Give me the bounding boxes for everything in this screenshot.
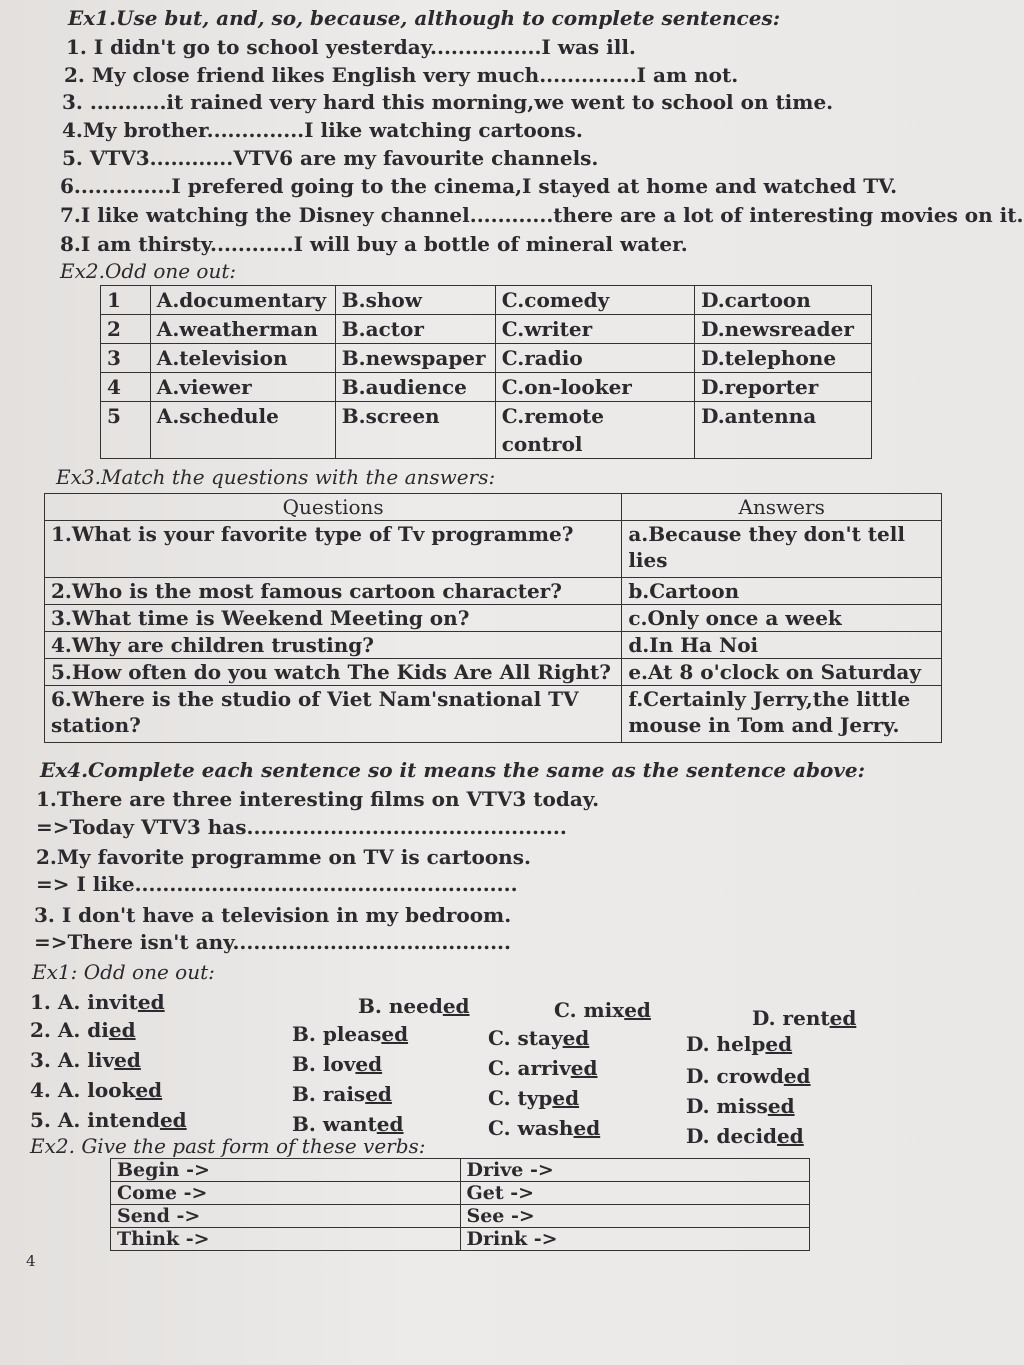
option-d: D.cartoon <box>695 286 872 315</box>
verb-cell: Think -> <box>111 1228 461 1251</box>
ex1-item-7: 7.I like watching the Disney channel............there are a lot of interesting movies on it. <box>60 203 1024 227</box>
ex1-item-5: 5. VTV3............VTV6 are my favourite channels. <box>62 146 599 170</box>
pron-row-3-c: C. arrived <box>488 1056 598 1080</box>
option-c: C.writer <box>495 315 694 344</box>
pron-row-4-a: 4. A. looked <box>30 1078 163 1102</box>
table-row <box>45 632 942 659</box>
question-cell: 3.What time is Weekend Meeting on? <box>45 605 622 632</box>
pron-row-3-d: D. crowded <box>686 1064 811 1088</box>
option-b: B.screen <box>335 402 495 459</box>
option-c: C.remote control <box>495 402 694 459</box>
verb-cell: See -> <box>460 1205 810 1228</box>
verb-cell: Begin -> <box>111 1159 461 1182</box>
option-c: C.radio <box>495 344 694 373</box>
question-cell: 6.Where is the studio of Viet Nam'snational TV station? <box>45 686 622 743</box>
ex2-heading: Ex2.Odd one out: <box>60 259 237 283</box>
ex4-item-1: 1.There are three interesting films on VTV3 today. <box>36 787 600 811</box>
matching-table <box>44 493 942 743</box>
ex1b-heading: Ex1: Odd one out: <box>32 960 215 984</box>
pron-row-4-b: B. raised <box>292 1082 392 1106</box>
table-row <box>101 373 872 402</box>
table-row <box>101 344 872 373</box>
pron-row-3-a: 3. A. lived <box>30 1048 141 1072</box>
ex4-heading: Ex4.Complete each sentence so it means the same as the sentence above: <box>40 758 866 782</box>
ex4-answer-1: =>Today VTV3 has.............................................. <box>36 815 567 839</box>
option-d: D.newsreader <box>695 315 872 344</box>
option-d: D.reporter <box>695 373 872 402</box>
option-a: A.television <box>150 344 335 373</box>
option-c: C.comedy <box>495 286 694 315</box>
past-forms-table <box>110 1158 810 1251</box>
answer-cell: a.Because they don't tell lies <box>622 521 942 578</box>
table-row <box>111 1228 810 1251</box>
verb-cell: Get -> <box>460 1182 810 1205</box>
option-a: A.weatherman <box>150 315 335 344</box>
pron-row-5-d: D. decided <box>686 1124 804 1148</box>
pron-row-2-b: B. pleased <box>292 1022 409 1046</box>
pron-row-4-c: C. typed <box>488 1086 580 1110</box>
row-number: 3 <box>101 344 151 373</box>
option-a: A.documentary <box>150 286 335 315</box>
table-row <box>111 1159 810 1182</box>
table-row <box>45 686 942 743</box>
table-header-row <box>45 494 942 521</box>
ex1-item-4: 4.My brother..............I like watching cartoons. <box>62 118 583 142</box>
ex3-heading: Ex3.Match the questions with the answers: <box>56 465 496 489</box>
answer-cell: e.At 8 o'clock on Saturday <box>622 659 942 686</box>
ex4-answer-2: => I like....................................................... <box>36 872 518 896</box>
questions-header: Questions <box>45 494 622 521</box>
answer-cell: d.In Ha Noi <box>622 632 942 659</box>
verb-cell: Drive -> <box>460 1159 810 1182</box>
verb-cell: Come -> <box>111 1182 461 1205</box>
ex1-item-8: 8.I am thirsty............I will buy a bottle of mineral water. <box>60 232 688 256</box>
answers-header: Answers <box>622 494 942 521</box>
pron-row-1-b: B. needed <box>358 994 470 1018</box>
table-row <box>45 521 942 578</box>
table-row <box>101 286 872 315</box>
ex1-item-2: 2. My close friend likes English very much..............I am not. <box>64 63 739 87</box>
ex1-heading: Ex1.Use but, and, so, because, although to complete sentences: <box>68 6 781 30</box>
answer-cell: c.Only once a week <box>622 605 942 632</box>
question-cell: 1.What is your favorite type of Tv programme? <box>45 521 622 578</box>
pron-row-5-b: B. wanted <box>292 1112 404 1136</box>
ex1-item-1: 1. I didn't go to school yesterday................I was ill. <box>66 35 636 59</box>
pron-row-1-a: 1. A. invited <box>30 990 165 1014</box>
pron-row-3-b: B. loved <box>292 1052 383 1076</box>
pron-row-5-c: C. washed <box>488 1116 601 1140</box>
question-cell: 5.How often do you watch The Kids Are All Right? <box>45 659 622 686</box>
table-row <box>101 402 872 459</box>
option-b: B.audience <box>335 373 495 402</box>
pron-row-5-a: 5. A. intended <box>30 1108 187 1132</box>
verb-cell: Drink -> <box>460 1228 810 1251</box>
option-a: A.schedule <box>150 402 335 459</box>
option-c: C.on-looker <box>495 373 694 402</box>
option-b: B.newspaper <box>335 344 495 373</box>
option-b: B.actor <box>335 315 495 344</box>
ex2b-heading: Ex2. Give the past form of these verbs: <box>30 1134 426 1158</box>
answer-cell: f.Certainly Jerry,the little mouse in Tom and Jerry. <box>622 686 942 743</box>
page-number: 4 <box>26 1252 36 1270</box>
ex4-answer-3: =>There isn't any........................................ <box>34 930 511 954</box>
option-d: D.antenna <box>695 402 872 459</box>
verb-cell: Send -> <box>111 1205 461 1228</box>
table-row <box>45 578 942 605</box>
odd-one-out-table <box>100 285 872 459</box>
row-number: 5 <box>101 402 151 459</box>
row-number: 4 <box>101 373 151 402</box>
table-row <box>111 1205 810 1228</box>
table-row <box>45 659 942 686</box>
pron-row-1-c: C. mixed <box>554 998 651 1022</box>
option-a: A.viewer <box>150 373 335 402</box>
pron-row-2-c: C. stayed <box>488 1026 590 1050</box>
ex1-item-3: 3. ...........it rained very hard this morning,we went to school on time. <box>62 90 834 114</box>
option-b: B.show <box>335 286 495 315</box>
pron-row-4-d: D. missed <box>686 1094 795 1118</box>
pron-row-1-d: D. rented <box>752 1006 857 1030</box>
question-cell: 2.Who is the most famous cartoon character? <box>45 578 622 605</box>
pron-row-2-d: D. helped <box>686 1032 793 1056</box>
answer-cell: b.Cartoon <box>622 578 942 605</box>
table-row <box>45 605 942 632</box>
table-row <box>101 315 872 344</box>
row-number: 2 <box>101 315 151 344</box>
ex4-item-3: 3. I don't have a television in my bedroom. <box>34 903 512 927</box>
table-row <box>111 1182 810 1205</box>
row-number: 1 <box>101 286 151 315</box>
pron-row-2-a: 2. A. died <box>30 1018 136 1042</box>
ex1-item-6: 6..............I prefered going to the cinema,I stayed at home and watched TV. <box>60 174 898 198</box>
ex4-item-2: 2.My favorite programme on TV is cartoons. <box>36 845 531 869</box>
question-cell: 4.Why are children trusting? <box>45 632 622 659</box>
option-d: D.telephone <box>695 344 872 373</box>
